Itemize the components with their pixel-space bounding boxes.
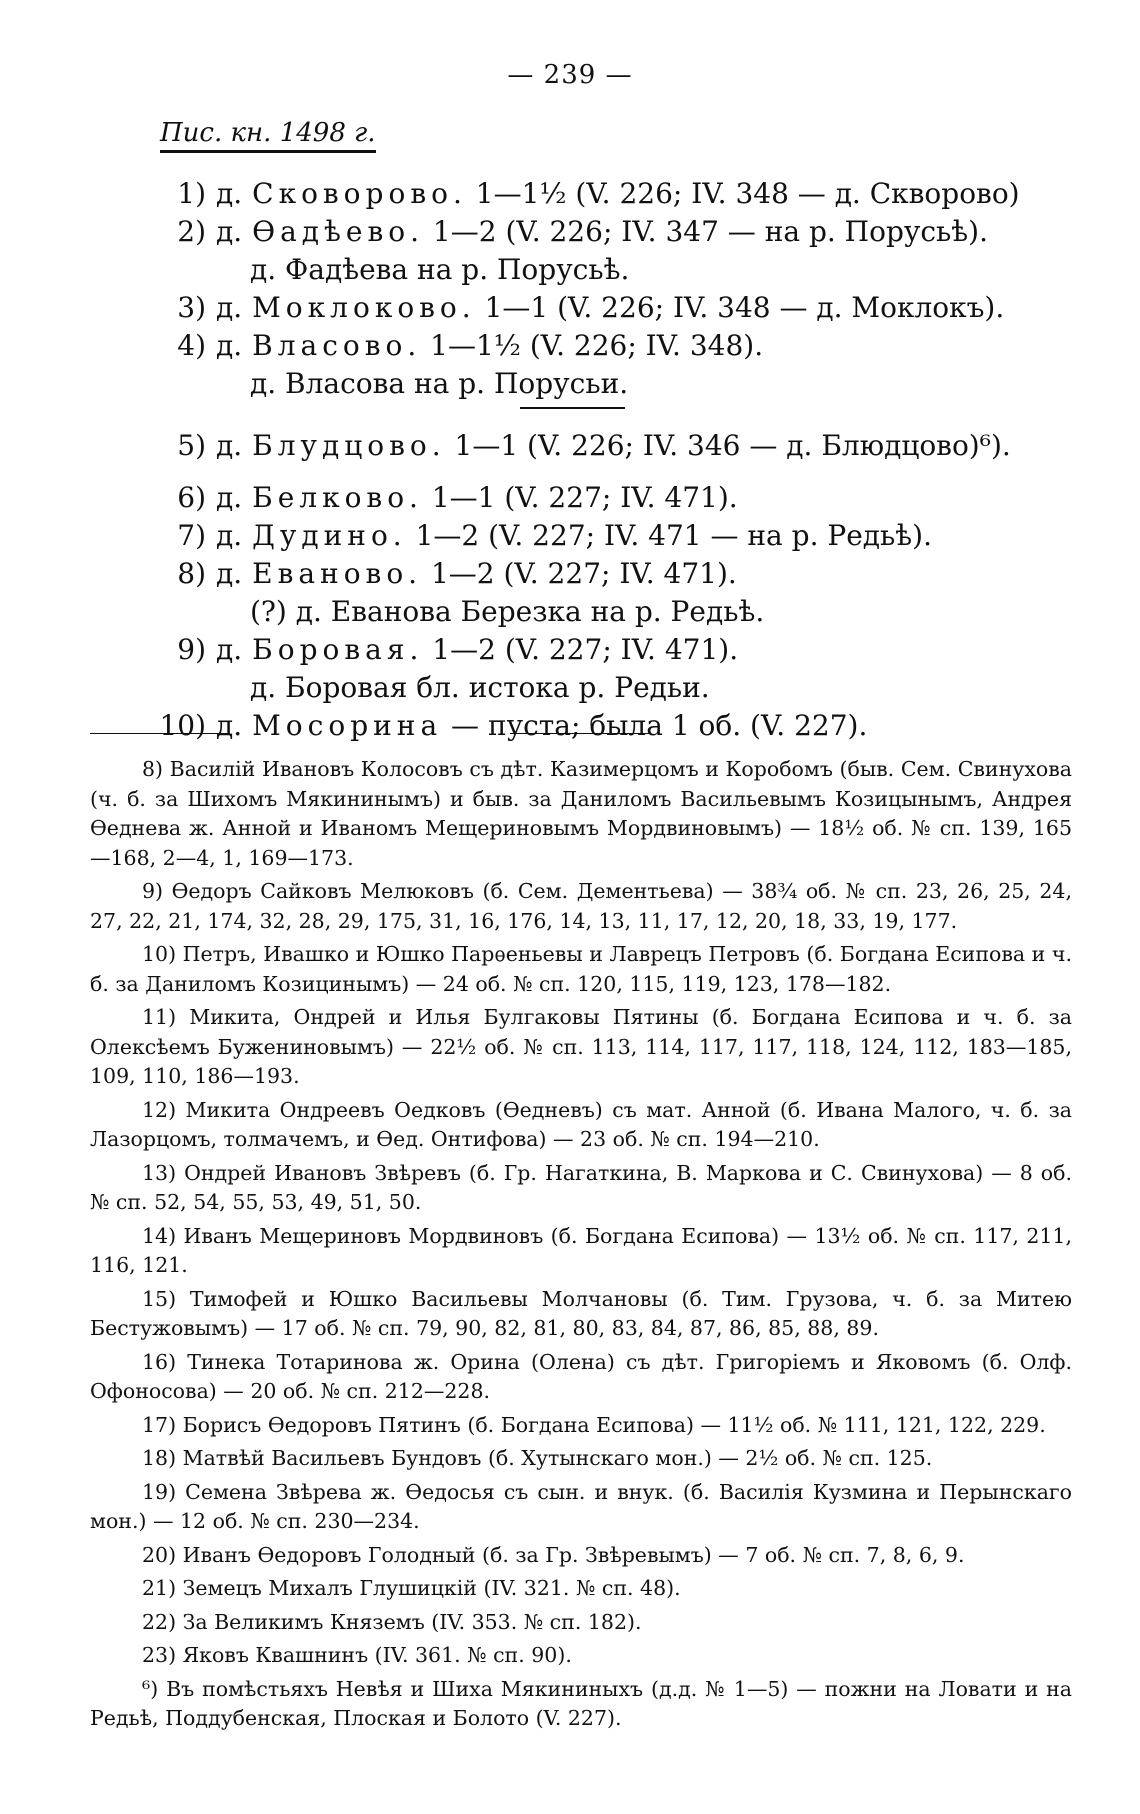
village-list: [150, 175, 1080, 745]
village-name: Ѳадѣево.: [252, 215, 425, 248]
village-entry-line: [150, 327, 1080, 365]
entry-number: 8): [177, 557, 206, 590]
footnote: 12) Микита Ондреевъ Оедковъ (Ѳедневъ) съ мат. Анной (б. Ивана Малого, ч. б. за Лазорцомъ, толмачемъ, и Ѳед. Онтифова) — 23 об. № сп. 194—210.: [90, 1097, 1072, 1151]
entry-details: 1—1½ (V. 226; IV. 348 — д. Скворово): [466, 177, 1020, 210]
entry-number: 3): [177, 291, 206, 324]
entry-number: 1): [177, 177, 206, 210]
entry-details: 1—2 (V. 227; IV. 471 — на р. Редьѣ).: [406, 519, 932, 552]
footnote: 20) Иванъ Ѳедоровъ Голодный (б. за Гр. Звѣревымъ) — 7 об. № сп. 7, 8, 6, 9.: [142, 1542, 965, 1567]
village-name: Моклоково.: [252, 291, 476, 324]
footnotes: [90, 755, 1072, 1738]
village-entry-line: [150, 479, 1080, 517]
footnote: 11) Микита, Ондрей и Илья Булгаковы Пятины (б. Богдана Есипова и ч. б. за Олексѣемъ Бужениновымъ) — 22½ об. № сп. 113, 114, 117, 117, 118, 124, 112, 183—185, 109, 110, 186—193.: [90, 1005, 1072, 1088]
entry-number: 9): [177, 633, 206, 666]
footnote: 22) За Великимъ Княземъ (IV. 353. № сп. 182).: [142, 1609, 642, 1634]
village-name: Белково.: [252, 481, 423, 514]
village-entry-line: (?) д. Еванова Березка на р. Редьѣ.: [250, 595, 765, 628]
village-name: Еваново.: [252, 557, 423, 590]
spacer: [150, 465, 1080, 479]
footnote: 9) Ѳедоръ Сайковъ Мелюковъ (б. Сем. Дементьева) — 38¾ об. № сп. 23, 26, 25, 24, 27, 22, 21, 174, 32, 28, 29, 175, 31, 16, 176, 14, 13, 11, 17, 12, 20, 18, 33, 19, 177.: [90, 879, 1072, 933]
entry-abbrev: д.: [216, 177, 243, 210]
village-entry-line: [150, 289, 1080, 327]
village-name: Мосорина: [252, 709, 443, 742]
entry-details: — пуста; была 1 об. (V. 227).: [442, 709, 868, 742]
footnote-rule-right: [510, 733, 650, 734]
entry-details: 1—1 (V. 226; IV. 348 — д. Моклокъ).: [475, 291, 1005, 324]
footnote: ⁶) Въ помѣстьяхъ Невѣя и Шиха Мякининыхъ (д.д. № 1—5) — пожни на Ловати и на Редьѣ, Поддубенская, Плоская и Болото (V. 227).: [90, 1676, 1072, 1730]
village-entry-line: [150, 517, 1080, 555]
footnote: 23) Яковъ Квашнинъ (IV. 361. № сп. 90).: [142, 1643, 572, 1667]
village-name: Боровая.: [252, 633, 424, 666]
village-entry-line: [150, 707, 1080, 745]
footnote: 17) Борисъ Ѳедоровъ Пятинъ (б. Богдана Есипова) — 11½ об. № 111, 121, 122, 229.: [142, 1412, 1046, 1437]
village-entry-line: [150, 631, 1080, 669]
entry-number: 7): [177, 519, 206, 552]
entry-abbrev: д.: [216, 291, 243, 324]
entry-details: 1—1 (V. 227; IV. 471).: [422, 481, 738, 514]
village-entry-line: [150, 175, 1080, 213]
footnote: 18) Матвѣй Васильевъ Бундовъ (б. Хутынскаго мон.) — 2½ об. № сп. 125.: [142, 1446, 933, 1470]
entry-details: 1—2 (V. 227; IV. 471).: [423, 633, 739, 666]
entry-number: 6): [177, 481, 206, 514]
footnote: 16) Тинека Тотаринова ж. Орина (Олена) съ дѣт. Григоріемъ и Яковомъ (б. Олф. Офоносова) — 20 об. № сп. 212—228.: [90, 1349, 1072, 1403]
footnote: 14) Иванъ Мещериновъ Мордвиновъ (б. Богдана Есипова) — 13½ об. № сп. 117, 211, 116, 121.: [90, 1223, 1072, 1277]
footnote-separator: [90, 733, 1050, 735]
village-entry-line: [150, 213, 1080, 251]
entry-abbrev: д.: [216, 709, 243, 742]
entry-abbrev: д.: [216, 481, 243, 514]
entry-details: 1—1½ (V. 226; IV. 348).: [421, 329, 764, 362]
entry-abbrev: д.: [216, 329, 243, 362]
village-entry-line: [150, 555, 1080, 593]
village-entry-line: д. Боровая бл. истока р. Редьи.: [250, 671, 710, 704]
village-name: Сковорово.: [252, 177, 467, 210]
entry-details: 1—2 (V. 226; IV. 347 — на р. Порусьѣ).: [424, 215, 988, 248]
short-rule: [520, 407, 625, 409]
footnote: 15) Тимофей и Юшко Васильевы Молчановы (б. Тим. Грузова, ч. б. за Митею Бестужовымъ) — 17 об. № сп. 79, 90, 82, 81, 80, 83, 84, 87, 86, 85, 88, 89.: [90, 1286, 1072, 1340]
section-heading: Пис. кн. 1498 г.: [160, 118, 376, 153]
entry-number: 5): [177, 429, 206, 462]
footnote: 8) Василій Ивановъ Колосовъ съ дѣт. Казимерцомъ и Коробомъ (быв. Сем. Свинухова (ч. б. за Шихомъ Мякининымъ) и быв. за Даниломъ Васильевымъ Козицынымъ, Андрея Ѳеднева ж. Анной и Иваномъ Мещериновымъ Мордвиновымъ) — 18½ об. № сп. 139, 165—168, 2—4, 1, 169—173.: [90, 757, 1072, 870]
footnote: 19) Семена Звѣрева ж. Ѳедосья съ сын. и внук. (б. Василія Кузмина и Перынскаго мон.) — 12 об. № сп. 230—234.: [90, 1479, 1072, 1533]
footnote-rule-left: [90, 733, 230, 734]
entry-number: 4): [177, 329, 206, 362]
village-entry-line: д. Фадѣева на р. Порусьѣ.: [250, 253, 630, 286]
footnote: 13) Ондрей Ивановъ Звѣревъ (б. Гр. Нагаткина, В. Маркова и С. Свинухова) — 8 об. № сп. 52, 54, 55, 53, 49, 51, 50.: [90, 1160, 1072, 1214]
entry-abbrev: д.: [216, 429, 243, 462]
village-name: Дудино.: [252, 519, 407, 552]
entry-details: 1—1 (V. 226; IV. 346 — д. Блюдцово)⁶).: [445, 429, 1011, 462]
entry-abbrev: д.: [216, 557, 243, 590]
entry-number: 2): [177, 215, 206, 248]
entry-abbrev: д.: [216, 633, 243, 666]
village-entry-line: [150, 427, 1080, 465]
footnote: 21) Земецъ Михалъ Глушицкій (IV. 321. № сп. 48).: [142, 1576, 681, 1600]
entry-details: 1—2 (V. 227; IV. 471).: [422, 557, 737, 590]
entry-abbrev: д.: [216, 215, 243, 248]
village-entry-line: д. Власова на р. Порусьи.: [250, 367, 629, 400]
entry-abbrev: д.: [216, 519, 243, 552]
village-name: Блудцово.: [252, 429, 446, 462]
village-name: Власово.: [252, 329, 422, 362]
page-number: — 239 —: [507, 60, 633, 90]
footnote: 10) Петръ, Ивашко и Юшко Парѳеньевы и Лаврецъ Петровъ (б. Богдана Есипова и ч. б. за Даниломъ Козицинымъ) — 24 об. № сп. 120, 115, 119, 123, 178—182.: [90, 942, 1072, 996]
entry-number: 10): [159, 709, 206, 742]
